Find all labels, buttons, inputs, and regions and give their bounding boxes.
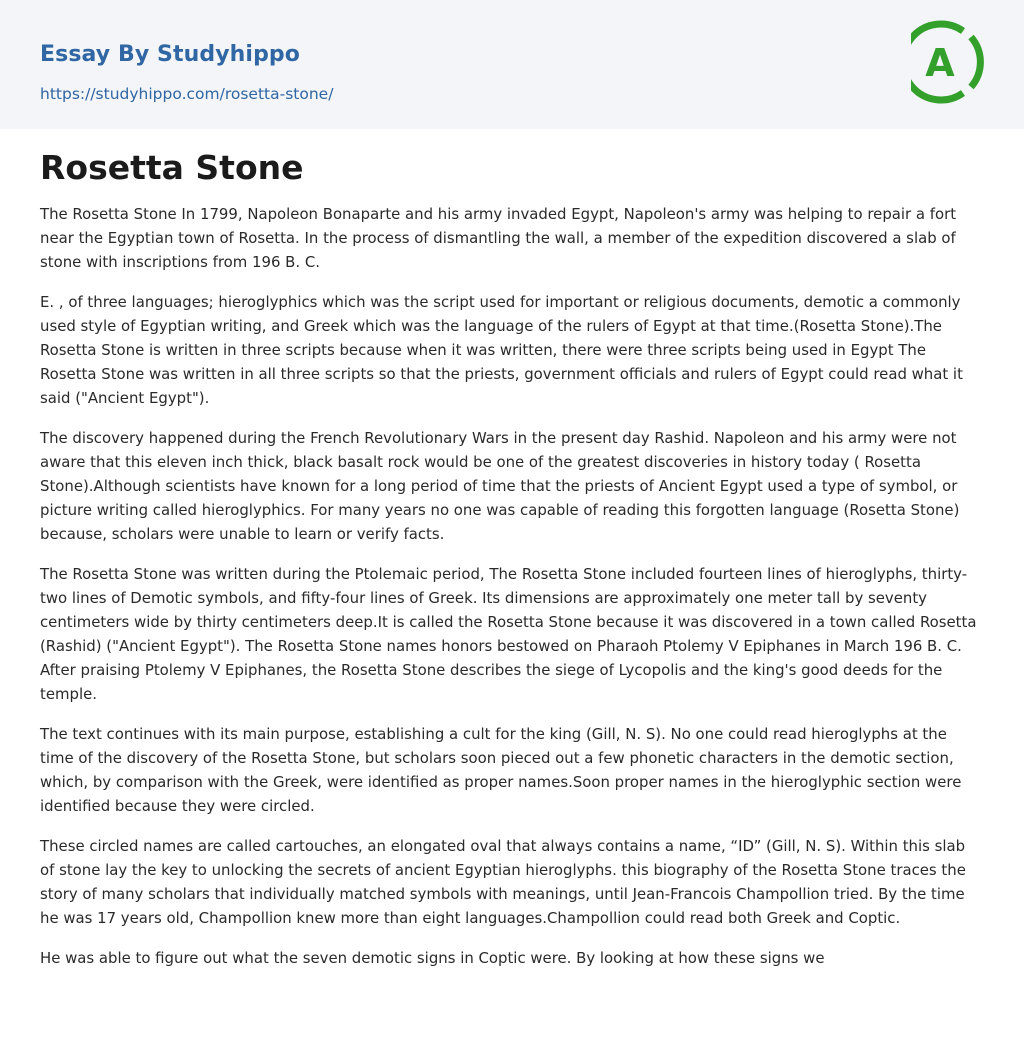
article-paragraph-7: He was able to figure out what the seven demotic signs in Coptic were. By looking at how these signs we bbox=[40, 949, 825, 967]
article-paragraph-3: The discovery happened during the French Revolutionary Wars in the present day Rashid. Napoleon and his army were not aware that this eleven inch thick, black basalt rock would be one of the greatest discoveries in history today ( Rosetta Stone).Although scientists have known for a long period of time that the priests of Ancient Egypt used a type of symbol, or picture writing called hieroglyphics. For many years no one was capable of reading this forgotten language (Rosetta Stone) because, scholars were unable to learn or verify facts. bbox=[40, 429, 960, 543]
logo-icon[interactable] bbox=[911, 19, 987, 105]
article-paragraph-6: These circled names are called cartouches, an elongated oval that always contains a name, “ID” (Gill, N. S). Within this slab of stone lay the key to unlocking the secrets of ancient Egyptian hieroglyphs. this biography of the Rosetta Stone traces the story of many scholars that individually matched symbols with meanings, until Jean-Francois Champollion tried. By the time he was 17 years old, Champollion knew more than eight languages.Champollion could read both Greek and Coptic. bbox=[40, 837, 966, 927]
site-brand[interactable]: Essay By Studyhippo bbox=[40, 42, 300, 67]
article-content bbox=[0, 129, 1024, 970]
page-title: Rosetta Stone bbox=[40, 148, 304, 187]
article-paragraph-1: The Rosetta Stone In 1799, Napoleon Bonaparte and his army invaded Egypt, Napoleon's army was helping to repair a fort near the Egyptian town of Rosetta. In the process of dismantling the wall, a member of the expedition discovered a slab of stone with inscriptions from 196 B. C. bbox=[40, 205, 957, 271]
page-url-link[interactable]: https://studyhippo.com/rosetta-stone/ bbox=[40, 85, 334, 103]
logo-ring-right bbox=[971, 37, 980, 87]
article-paragraph-5: The text continues with its main purpose, establishing a cult for the king (Gill, N. S). No one could read hieroglyphs at the time of the discovery of the Rosetta Stone, but scholars soon pieced out a few phonetic characters in the demotic section, which, by comparison with the Greek, were identified as proper names.Soon proper names in the hieroglyphic section were identified because they were circled. bbox=[40, 725, 962, 815]
logo-letter: A bbox=[925, 41, 955, 85]
site-header bbox=[0, 0, 1024, 129]
article-paragraph-2: E. , of three languages; hieroglyphics which was the script used for important or religious documents, demotic a commonly used style of Egyptian writing, and Greek which was the language of the rulers of Egypt at that time.(Rosetta Stone).The Rosetta Stone is written in three scripts because when it was written, there were three scripts being used in Egypt The Rosetta Stone was written in all three scripts so that the priests, government officials and rulers of Egypt could read what it said ("Ancient Egypt"). bbox=[40, 293, 963, 407]
article-paragraph-4: The Rosetta Stone was written during the Ptolemaic period, The Rosetta Stone included fourteen lines of hieroglyphs, thirty-two lines of Demotic symbols, and fifty-four lines of Greek. Its dimensions are approximately one meter tall by seventy centimeters wide by thirty centimeters deep.It is called the Rosetta Stone because it was discovered in a town called Rosetta (Rashid) ("Ancient Egypt"). The Rosetta Stone names honors bestowed on Pharaoh Ptolemy V Epiphanes in March 196 B. C. After praising Ptolemy V Epiphanes, the Rosetta Stone describes the siege of Lycopolis and the king's good deeds for the temple. bbox=[40, 565, 977, 703]
